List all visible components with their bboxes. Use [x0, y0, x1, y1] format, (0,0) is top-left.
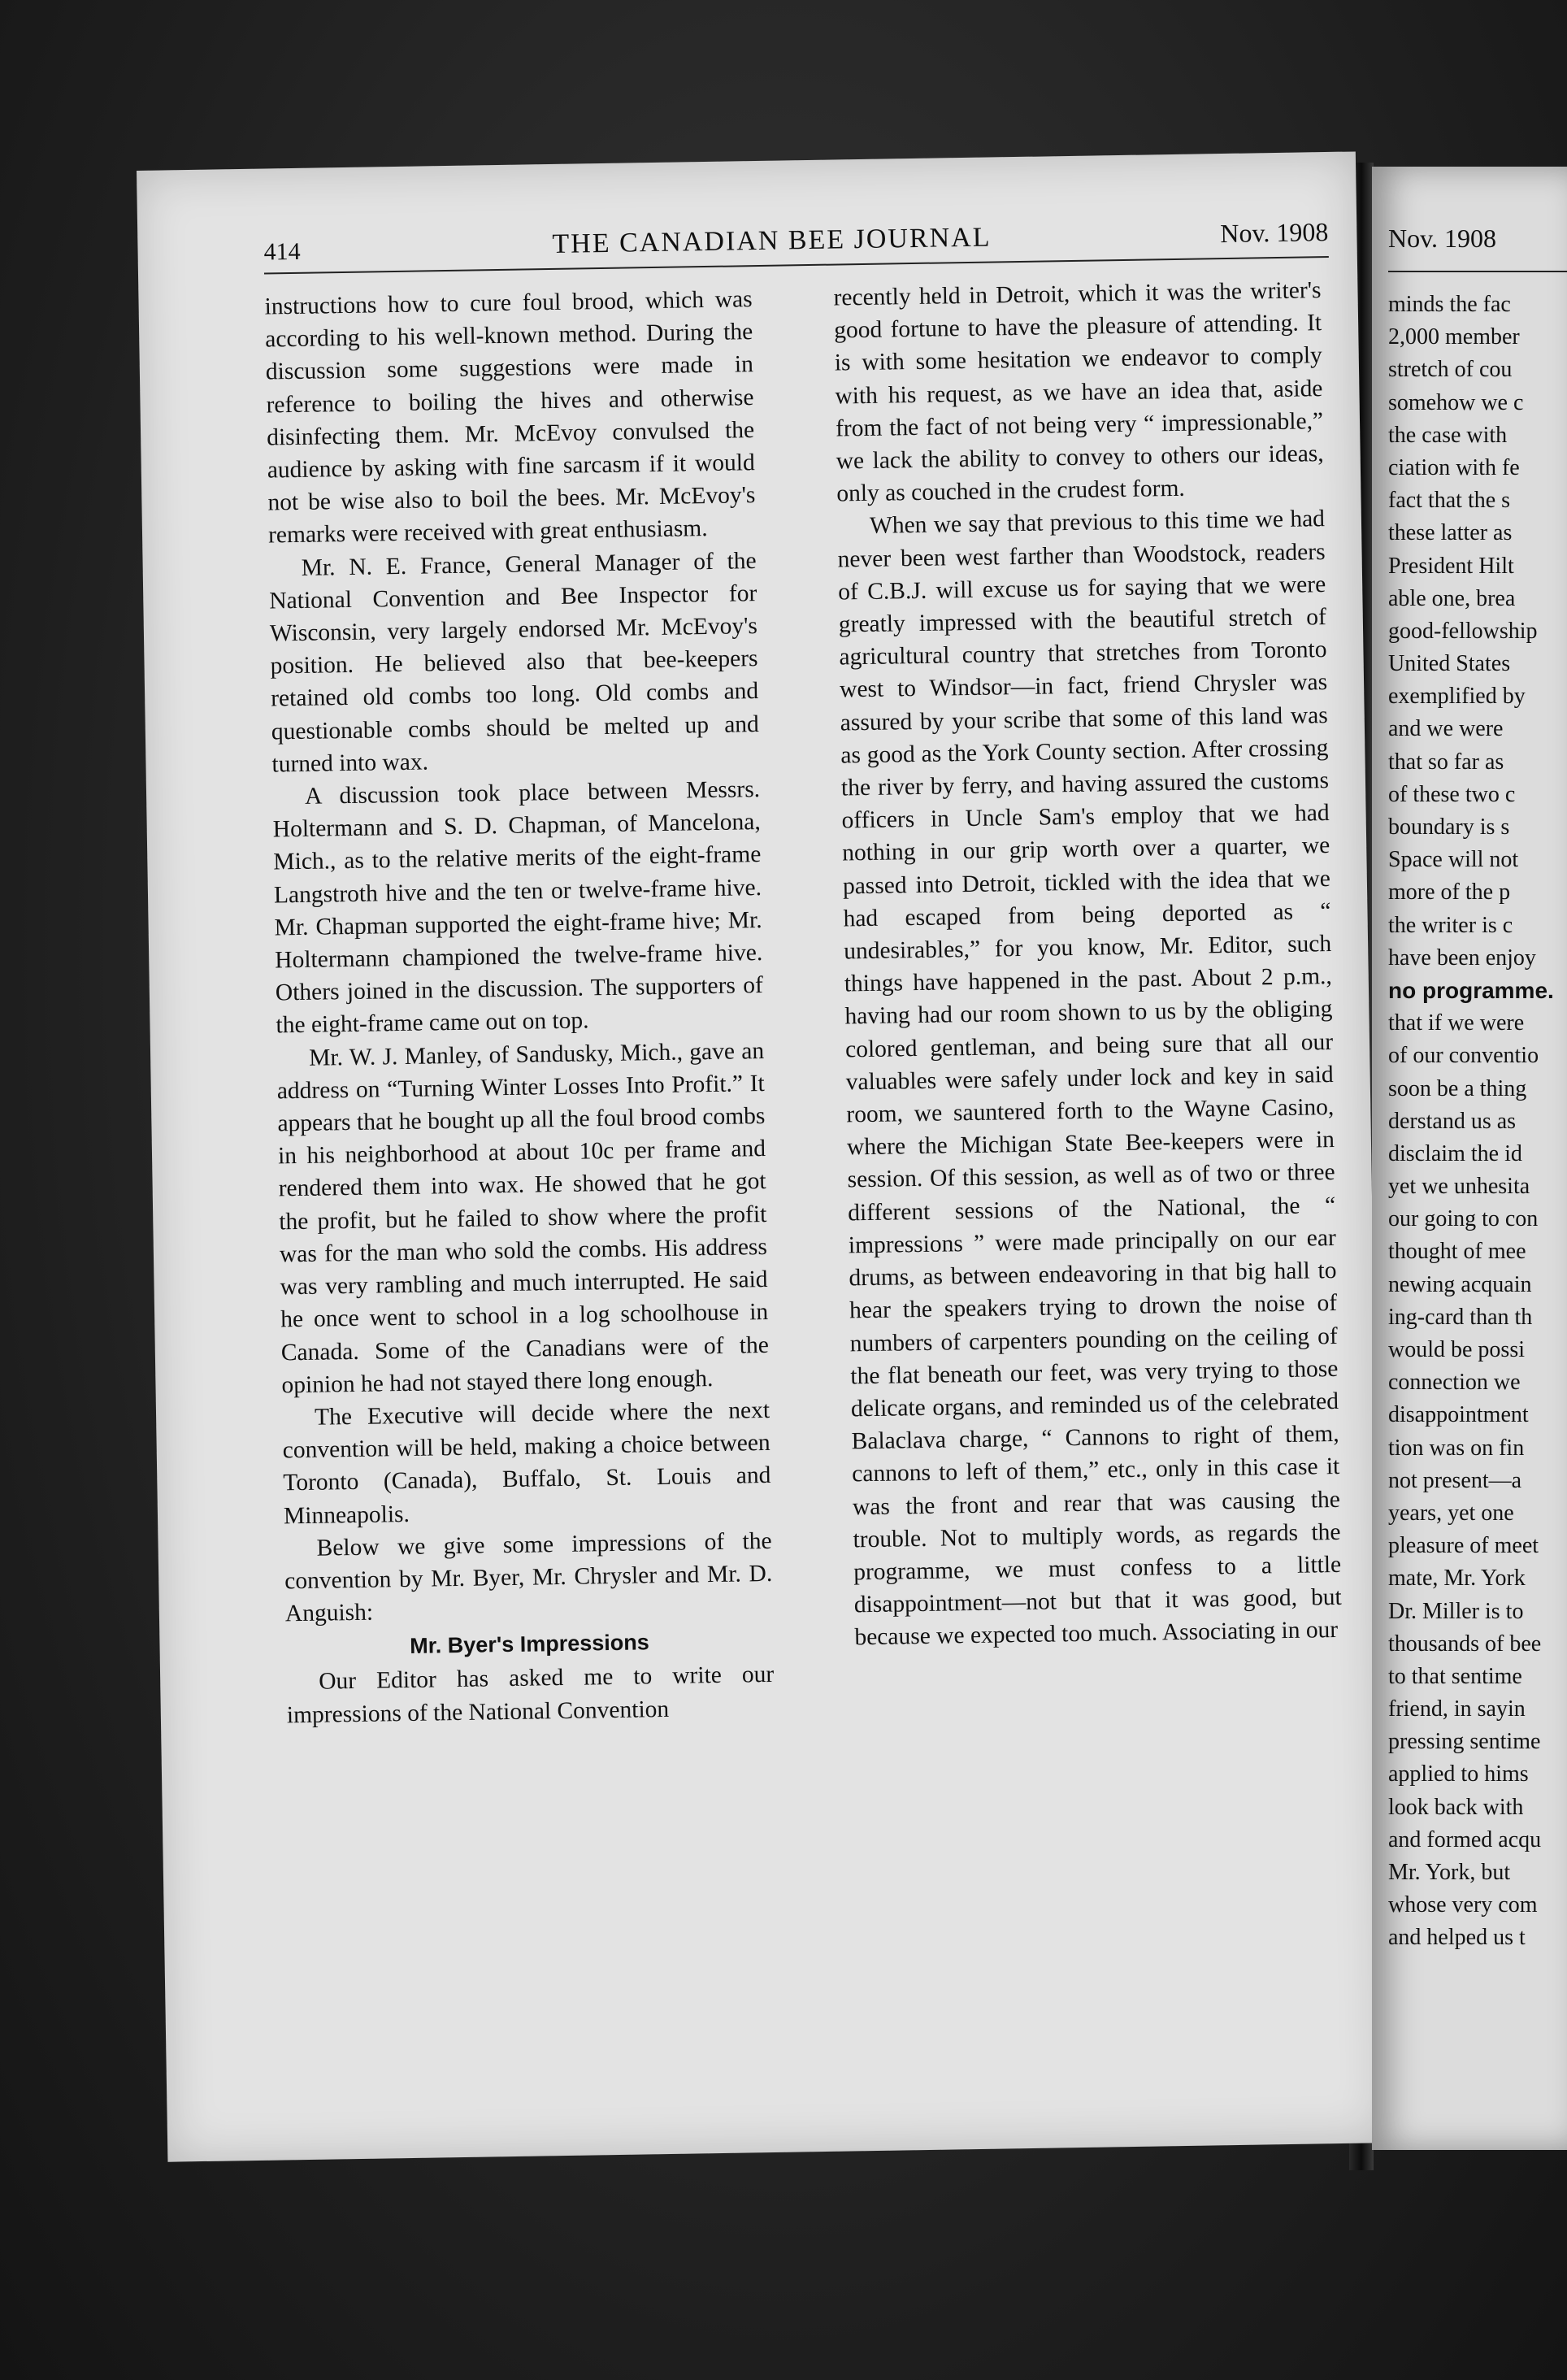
right-page-line: not present—a: [1388, 1467, 1522, 1493]
right-page-line: somehow we c: [1388, 389, 1524, 415]
issue-date: Nov. 1908: [1220, 216, 1329, 249]
paragraph: Below we give some impressions of the convention by Mr. Byer, Mr. Chrysler and Mr. D. Anguish:: [284, 1527, 773, 1627]
right-page-line: to that sentime: [1388, 1663, 1522, 1689]
right-page-line: and we were: [1388, 716, 1504, 742]
right-page-line: ing-card than th: [1388, 1304, 1533, 1330]
right-page-line: that so far as: [1388, 749, 1504, 775]
paragraph: Mr. W. J. Manley, of Sandusky, Mich., gave an address on “Turning Winter Losses Into Profit.” It appears that he bought up all the foul brood combs in his neighborhood at about 10c per frame and rendered them into wax. He showed that he got the profit, but he failed to show where the profit was for the man who sold the combs. His address was very rambling and much interrupted. He said he once went to school in a log schoolhouse in Canada. Some of the Canadians were of the opinion he had not stayed there long enough.: [276, 1037, 770, 1399]
right-page-partial: [1372, 167, 1567, 2150]
right-page-line: exemplified by: [1388, 684, 1526, 710]
right-page-line: of our conventio: [1388, 1043, 1539, 1069]
section-heading: Mr. Byer's Impressions: [410, 1630, 650, 1659]
right-page-line: 2,000 member: [1388, 324, 1520, 350]
right-page-line: have been enjoy: [1388, 945, 1536, 971]
right-page-date: Nov. 1908: [1388, 224, 1497, 253]
paragraph: Mr. N. E. France, General Manager of the National Convention and Bee Inspector for Wisconsin, very largely endorsed Mr. McEvoy's position. He believed also that bee-keepers retained old combs too long. Old combs and questionable combs should be melted up and turned into wax.: [269, 547, 760, 778]
right-page-line: the writer is c: [1388, 912, 1513, 938]
right-page-line: President Hilt: [1388, 553, 1514, 579]
right-page-line: applied to hims: [1388, 1761, 1529, 1787]
paragraph: The Executive will decide where the next convention will be held, making a choice between Toronto (Canada), Buffalo, St. Louis and Minneapolis.: [282, 1396, 771, 1529]
paragraph: Our Editor has asked me to write our impressions of the National Convention: [286, 1661, 775, 1728]
right-page-line: United States: [1388, 651, 1511, 677]
right-page-line: and helped us t: [1388, 1925, 1526, 1951]
right-page-line: more of the p: [1388, 879, 1511, 906]
right-page-line: friend, in sayin: [1388, 1696, 1526, 1722]
journal-title: THE CANADIAN BEE JOURNAL: [552, 222, 992, 259]
right-page-line: that if we were: [1388, 1010, 1525, 1036]
right-page-line: and formed acqu: [1388, 1826, 1542, 1852]
paragraph: When we say that previous to this time we had never been west farther than Woodstock, readers of C.B.J. will excuse us for saying that we were greatly impressed with the beautiful stretch of agricultural country that stretches from Toronto west to Windsor—in fact, friend Chrysler was assured by your scribe that some of this land was as good as the York County section. After crossing the river by ferry, and having assured the customs officers in Uncle Sam's employ that we had nothing in our grip worth over a quarter, we passed into Detroit, tickled with the idea that we had escaped from being deported as “ undesirables,” for you know, Mr. Editor, such things have happened in the past. About 2 p.m., having had our room shown to us by the obliging colored gentleman, and being sure that all our valuables were safely under lock and key in said room, we sauntered forth to the Wayne Casino, where the Michigan State Bee-keepers were in session. Of this session, as well as of two or three different sessions of the National, the “ impressions ” were made principally on our ear drums, as between endeavoring in that big hall to hear the speakers trying to drown the noise of numbers of carpenters pounding on the ceiling of the flat beneath our feet, was very trying to those delicate organs, and reminded us of the celebrated Balaclava charge, “ Cannons to right of them, cannons to left of them,” etc., only in this case it was the front and rear that was causing the trouble. Not to multiply words, as regards the programme, we must confess to a little disappointment—not but that it was good, but because we expected too much. Associating in our: [837, 506, 1343, 1651]
right-page-line: Dr. Miller is to: [1388, 1598, 1524, 1624]
right-page-line: minds the fac: [1388, 292, 1511, 317]
right-page-line: mate, Mr. York: [1388, 1566, 1526, 1592]
right-page-line: whose very com: [1388, 1892, 1538, 1918]
right-page-line: pleasure of meet: [1388, 1533, 1539, 1559]
right-page-line: years, yet one: [1388, 1500, 1514, 1526]
right-page-line: thousands of bee: [1388, 1631, 1542, 1657]
right-page-line: our going to con: [1388, 1206, 1539, 1232]
right-page-line: Mr. York, but: [1388, 1860, 1511, 1885]
right-page-line: connection we: [1388, 1370, 1521, 1396]
paragraph: recently held in Detroit, which it was the writer's good fortune to have the pleasure of attending. It is with some hesitation we endeavor to comply with his request, as we have an idea that, aside from the fact of not being very “ impressionable,” we lack the ability to convey to others our ideas, only as couched in the crudest form.: [833, 277, 1324, 507]
right-page-line: no programme.: [1388, 977, 1554, 1003]
right-page-line: able one, brea: [1388, 585, 1516, 611]
right-page-line: disclaim the id: [1388, 1140, 1522, 1166]
column-right: [833, 274, 1342, 1654]
right-page-line: stretch of cou: [1388, 357, 1513, 383]
right-page-line: derstand us as: [1388, 1108, 1517, 1134]
right-page-line: tion was on fin: [1388, 1435, 1525, 1461]
right-page-line: yet we unhesita: [1388, 1174, 1530, 1200]
right-page-line: soon be a thing: [1388, 1075, 1527, 1101]
right-page-line: good-fellowship: [1388, 618, 1538, 644]
right-page-line: disappointment: [1388, 1402, 1529, 1428]
paragraph: instructions how to cure foul brood, which was according to his well-known method. During the discussion some suggestions were made in reference to boiling the hives and otherwise disinfecting them. Mr. McEvoy convulsed the audience by asking with fine sarcasm if it would not be wise also to boil the bees. Mr. McEvoy's remarks were received with great enthusiasm.: [264, 286, 756, 549]
right-page-line: of these two c: [1388, 781, 1516, 807]
right-page-line: would be possi: [1388, 1337, 1525, 1362]
right-page-line: thought of mee: [1388, 1239, 1526, 1265]
paragraph: A discussion took place between Messrs. Holtermann and S. D. Chapman, of Mancelona, Mich., as to the relative merits of the eight-frame Langstroth hive and the ten or twelve-frame hive. Mr. Chapman supported the eight-frame hive; Mr. Holtermann championed the twelve-frame hive. Others joined in the discussion. The supporters of the eight-frame came out on top.: [272, 776, 764, 1039]
column-left: [264, 283, 775, 1731]
right-page-line: Space will not: [1388, 847, 1519, 873]
right-header-rule: [1388, 271, 1567, 272]
right-page-line: these latter as: [1388, 520, 1513, 546]
right-page-line: ciation with fe: [1388, 454, 1520, 480]
page-number: 414: [263, 237, 301, 266]
right-page-line: the case with: [1388, 422, 1508, 448]
right-page-line: pressing sentime: [1388, 1729, 1541, 1755]
right-page-line: look back with: [1388, 1794, 1524, 1820]
right-page-line: newing acquain: [1388, 1271, 1532, 1297]
right-page-line: boundary is s: [1388, 814, 1510, 840]
left-page: [137, 151, 1387, 2161]
right-page-text: [1388, 289, 1567, 1955]
right-page-line: fact that the s: [1388, 488, 1511, 514]
